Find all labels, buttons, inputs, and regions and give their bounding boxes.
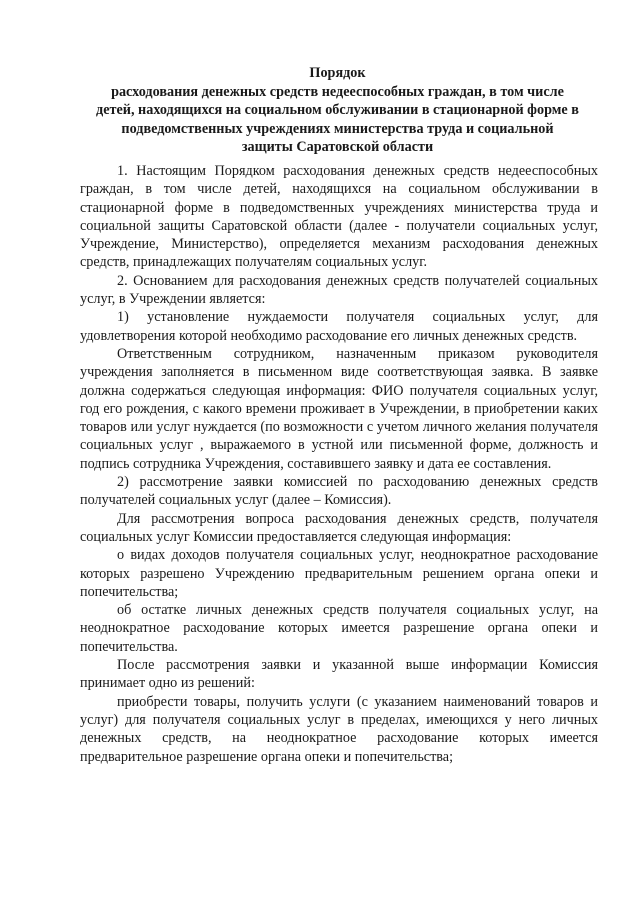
paragraph-1: 1. Настоящим Порядком расходования денежных средств недееспособных граждан, в том числе детей, находящихся на социальном обслуживании в стационарной форме в подведомственных учреждениях министерства труда и социальной защиты Саратовской области (далее - получатели социальных услуг, Учреждение, Министерство), определяется механизм расходования денежных средств, принадлежащих получателям социальных услуг. [80,163,598,271]
title-line-4: подведомственных учреждениях министерства труда и социальной [121,120,554,137]
title-line-5: защиты Саратовской области [241,139,434,155]
document-body [80,162,598,766]
title-line-3: детей, находящихся на социальном обслуживании в стационарной форме в [96,102,579,118]
paragraph-10: приобрести товары, получить услуги (с указанием наименований товаров и услуг) для получателя социальных услуг в пределах, имеющихся у него личных денежных средств, на неоднократное расходование которых имеется предварительное разрешение органа опеки и попечительства; [80,693,598,765]
paragraph-2: 2. Основанием для расходования денежных средств получателей социальных услуг, в Учреждении является: [80,272,598,308]
title-line-1: Порядок [309,65,366,81]
paragraph-4: Ответственным сотрудником, назначенным приказом руководителя учреждения заполняется в письменном виде соответствующая заявка. В заявке должна содержаться следующая информация: ФИО получателя социальных услуг, год его рождения, с какого времени проживает в Учреждении, в приобретении каких товаров или услуг нуждается (по возможности с учетом личного желания получателя социальных услуг , выражаемого в устной или письменной форме, должность и подпись сотрудника Учреждения, составившего заявку и дата ее составления. [80,345,598,472]
paragraph-8: об остатке личных денежных средств получателя социальных услуг, на неоднократное расходование которых имеется разрешение органа опеки и попечительства. [80,602,598,655]
title-line-2: расходования денежных средств недееспособных граждан, в том числе [111,83,564,100]
paragraph-9: После рассмотрения заявки и указанной выше информации Комиссия принимает одно из решений: [80,657,598,692]
paragraph-3: 1) установление нуждаемости получателя социальных услуг, для удовлетворения которой необходимо расходование его личных денежных средств. [80,309,598,344]
paragraph-5: 2) рассмотрение заявки комиссией по расходованию денежных средств получателей социальных услуг (далее – Комиссия). [80,474,598,509]
document-title [80,64,595,157]
paragraph-7: о видах доходов получателя социальных услуг, неоднократное расходование которых разрешено Учреждению предварительным решением органа опеки и попечительства; [80,547,598,600]
paragraph-6: Для рассмотрения вопроса расходования денежных средств, получателя социальных услуг Комиссии предоставляется следующая информация: [80,510,598,545]
